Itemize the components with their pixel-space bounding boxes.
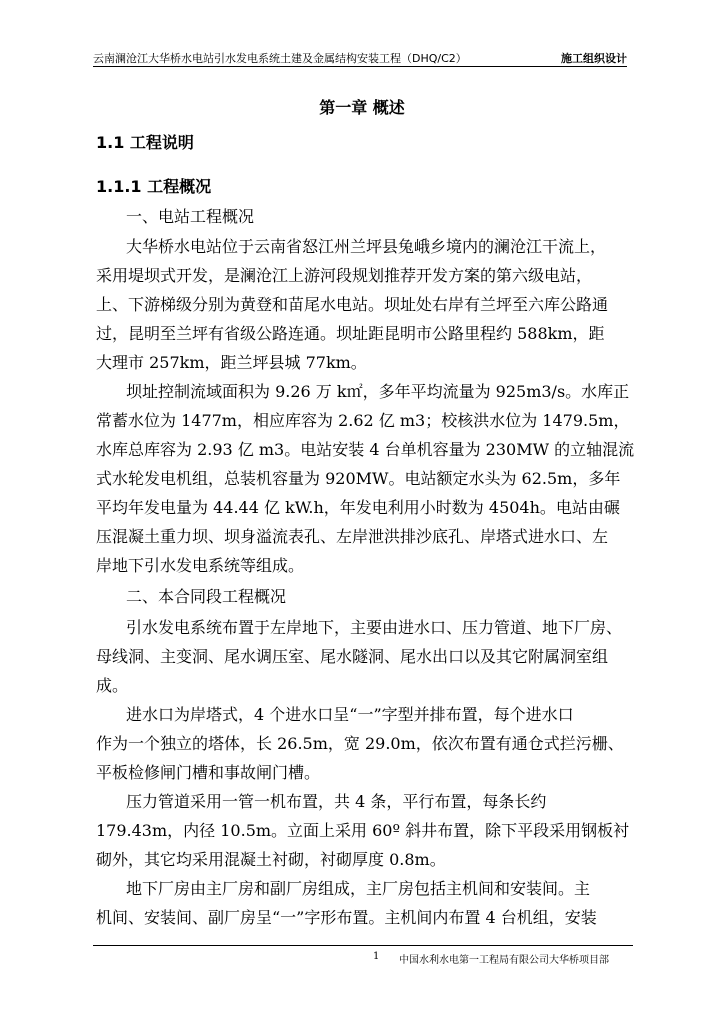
text-line: 平板检修闸门槽和事故闸门槽。 xyxy=(96,763,321,782)
section-heading: 1.1 工程说明 xyxy=(96,133,194,152)
paragraph-heading: 二、本合同段工程概况 xyxy=(126,587,287,606)
paragraph-heading: 一、电站工程概况 xyxy=(126,207,255,226)
text-line: 岸地下引水发电系统等组成。 xyxy=(96,556,305,575)
header-document-type: 施工组织设计 xyxy=(561,52,627,65)
text-line: 机间、安装间、副厂房呈“一”字形布置。主机间内布置 4 台机组，安装 xyxy=(96,908,597,927)
footer-company: 中国水利水电第一工程局有限公司大华桥项目部 xyxy=(399,955,609,966)
text-line: 大理市 257km，距兰坪县城 77km。 xyxy=(96,353,367,372)
text-line: 上、下游梯级分别为黄登和苗尾水电站。坝址处右岸有兰坪至六库公路通 xyxy=(96,295,609,314)
text-line: 179.43m，内径 10.5m。立面上采用 60º 斜井布置，除下平段采用钢板衬 xyxy=(96,821,630,840)
text-line: 坝址控制流域面积为 9.26 万 k㎡，多年平均流量为 925m3/s。水库正 xyxy=(126,382,630,401)
text-line: 地下厂房由主厂房和副厂房组成，主厂房包括主机间和安装间。主 xyxy=(126,879,591,898)
text-line: 采用堤坝式开发，是澜沧江上游河段规划推荐开发方案的第六级电站， xyxy=(96,266,593,285)
page-header xyxy=(93,46,627,67)
page-footer xyxy=(93,945,633,966)
text-line: 成。 xyxy=(96,676,129,695)
text-line: 作为一个独立的塔体，长 26.5m，宽 29.0m，依次布置有通仓式拦污栅、 xyxy=(96,734,624,753)
text-line: 进水口为岸塔式，4 个进水口呈“一”字型并排布置，每个进水口 xyxy=(126,705,574,724)
header-project-title: 云南澜沧江大华桥水电站引水发电系统土建及金属结构安装工程（DHQ/C2） xyxy=(93,52,467,65)
text-line: 砌外，其它均采用混凝土衬砌，衬砌厚度 0.8m。 xyxy=(96,850,446,869)
subsection-heading: 1.1.1 工程概况 xyxy=(96,177,212,196)
text-line: 引水发电系统布置于左岸地下，主要由进水口、压力管道、地下厂房、 xyxy=(126,618,623,637)
chapter-title: 第一章 概述 xyxy=(319,98,405,117)
text-line: 过，昆明至兰坪有省级公路连通。坝址距昆明市公路里程约 588km，距 xyxy=(96,324,605,343)
text-line: 压力管道采用一管一机布置，共 4 条，平行布置，每条长约 xyxy=(126,792,547,811)
text-line: 平均年发电量为 44.44 亿 kW.h，年发电利用小时数为 4504h。电站由碾 xyxy=(96,498,620,517)
text-line: 母线洞、主变洞、尾水调压室、尾水隧洞、尾水出口以及其它附属洞室组 xyxy=(96,647,609,666)
text-line: 水库总库容为 2.93 亿 m3。电站安装 4 台单机容量为 230MW 的立轴混流 xyxy=(96,440,635,459)
text-line: 常蓄水位为 1477m，相应库容为 2.62 亿 m3；校核洪水位为 1479.5m， xyxy=(96,411,630,430)
page-number: 1 xyxy=(373,951,380,962)
text-line: 压混凝土重力坝、坝身溢流表孔、左岸泄洪排沙底孔、岸塔式进水口、左 xyxy=(96,527,609,546)
text-line: 大华桥水电站位于云南省怒江州兰坪县兔峨乡境内的澜沧江干流上， xyxy=(126,237,607,256)
text-line: 式水轮发电机组，总装机容量为 920MW。电站额定水头为 62.5m，多年 xyxy=(96,469,621,488)
